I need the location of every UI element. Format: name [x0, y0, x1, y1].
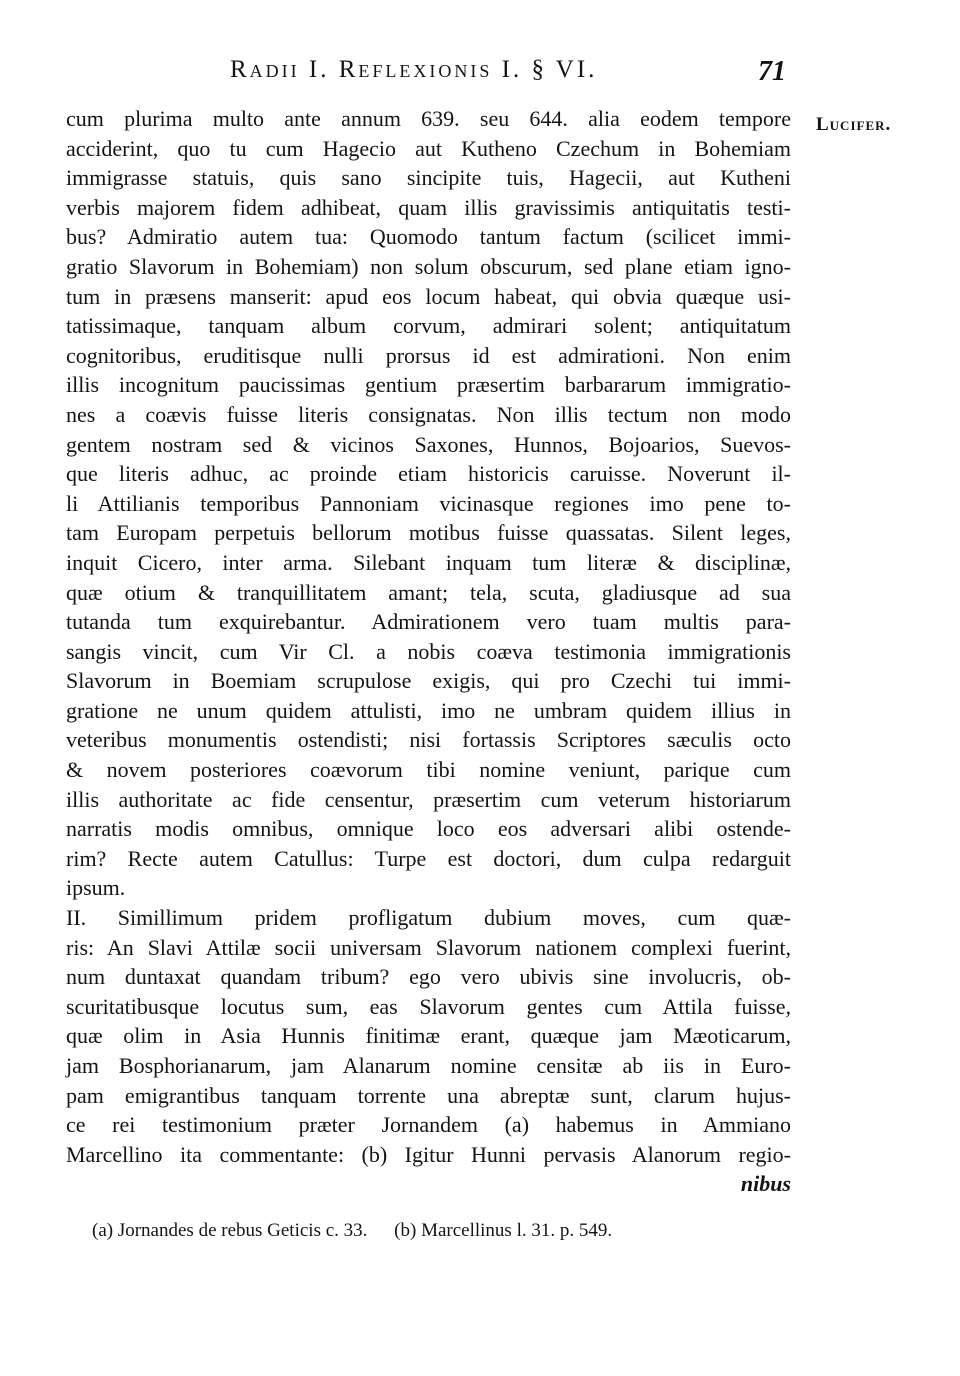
text-line: gentem nostram sed & vicinos Saxones, Hunnos, Bojoarios, Suevos-	[66, 431, 791, 457]
text-line: ce rei testimonium præter Jornandem (a) habemus in Ammiano	[66, 1112, 791, 1138]
text-line: immigrasse statuis, quis sano sincipite tuis, Hagecii, aut Kutheni	[66, 165, 791, 191]
text-line: veteribus monumentis ostendisti; nisi fortassis Scriptores sæculis octo	[66, 727, 791, 753]
text-line: sangis vincit, cum Vir Cl. a nobis coæva testimonia immigrationis	[66, 638, 791, 664]
text-line: bus? Admiratio autem tua: Quomodo tantum factum (scilicet immi-	[66, 224, 791, 250]
text-line: gratio Slavorum in Bohemiam) non solum obscurum, sed plane etiam igno-	[66, 253, 791, 279]
text-line: tum in præsens manserit: apud eos locum habeat, qui obvia quæque usi-	[66, 283, 791, 309]
text-line: tatissimaque, tanquam album corvum, admirari solent; antiquitatum	[66, 313, 791, 339]
text-line: gratione ne unum quidem attulisti, imo ne umbram quidem illius in	[66, 697, 791, 723]
text-line: Slavorum in Boemiam scrupulose exigis, qui pro Czechi tui immi-	[66, 668, 791, 694]
footnote-b: (b) Marcellinus l. 31. p. 549.	[394, 1220, 613, 1241]
text-line: que literis adhuc, ac proinde etiam historicis caruisse. Noverunt il-	[66, 461, 791, 487]
text-line: verbis majorem fidem adhibeat, quam illis gravissimis antiquitatis testi-	[66, 194, 791, 220]
text-line: nes a coævis fuisse literis consignatas. Non illis tectum non modo	[66, 401, 791, 427]
page-number: 71	[758, 56, 786, 87]
text-line: num duntaxat quandam tribum? ego vero ubivis sine involucris, ob-	[66, 964, 791, 990]
text-line: quæ otium & tranquillitatem amant; tela, scuta, gladiusque ad sua	[66, 579, 791, 605]
text-line: jam Bosphorianarum, jam Alanarum nomine censitæ ab iis in Euro-	[66, 1053, 791, 1078]
text-line: illis authoritate ac fide censentur, præsertim cum veterum historiarum	[66, 786, 791, 812]
text-line: pam emigrantibus tanquam torrente una abreptæ sunt, clarum hujus-	[66, 1082, 791, 1108]
footnote-a: (a) Jornandes de rebus Geticis c. 33.	[92, 1220, 368, 1241]
text-line: li Attilianis temporibus Pannoniam vicinasque regiones imo pene to-	[66, 490, 791, 516]
text-line: inquit Cicero, inter arma. Silebant inquam tum literæ & disciplinæ,	[66, 549, 791, 575]
running-head: Radii I. Reflexionis I. § VI.	[230, 56, 598, 83]
body-text	[66, 104, 791, 1199]
text-line: & novem posteriores coævorum tibi nomine veniunt, parique cum	[66, 757, 791, 783]
text-line: ris: An Slavi Attilæ socii universam Slavorum nationem complexi fuerint,	[66, 934, 791, 960]
text-line: scuritatibusque locutus sum, eas Slavorum gentes cum Attila fuisse,	[66, 993, 791, 1019]
text-line: II. Simillimum pridem profligatum dubium moves, cum quæ-	[66, 905, 791, 931]
margin-note: Lucifer.	[816, 114, 892, 135]
footnotes	[92, 1220, 772, 1242]
text-line: tutanda tum exquirebantur. Admirationem vero tuam multis para-	[66, 609, 791, 635]
page-header	[0, 56, 960, 96]
text-line: acciderint, quo tu cum Hagecio aut Kutheno Czechum in Bohemiam	[66, 135, 791, 161]
text-line: illis incognitum paucissimas gentium præsertim barbararum immigratio-	[66, 372, 791, 398]
text-line: cum plurima multo ante annum 639. seu 644. alia eodem tempore	[66, 106, 791, 131]
text-line: rim? Recte autem Catullus: Turpe est doctori, dum culpa redarguit	[66, 845, 791, 871]
text-line: ipsum.	[66, 875, 126, 901]
text-line: Marcellino ita commentante: (b) Igitur Hunni pervasis Alanorum regio-	[66, 1141, 791, 1167]
text-line: tam Europam perpetuis bellorum motibus fuisse quassatas. Silent leges,	[66, 520, 791, 546]
catchword: nibus	[740, 1171, 791, 1197]
text-line: narratis modis omnibus, omnique loco eos adversari alibi ostende-	[66, 816, 791, 842]
text-line: quæ olim in Asia Hunnis finitimæ erant, quæque jam Mæoticarum,	[66, 1023, 791, 1049]
text-line: cognitoribus, eruditisque nulli prorsus id est admirationi. Non enim	[66, 342, 791, 368]
